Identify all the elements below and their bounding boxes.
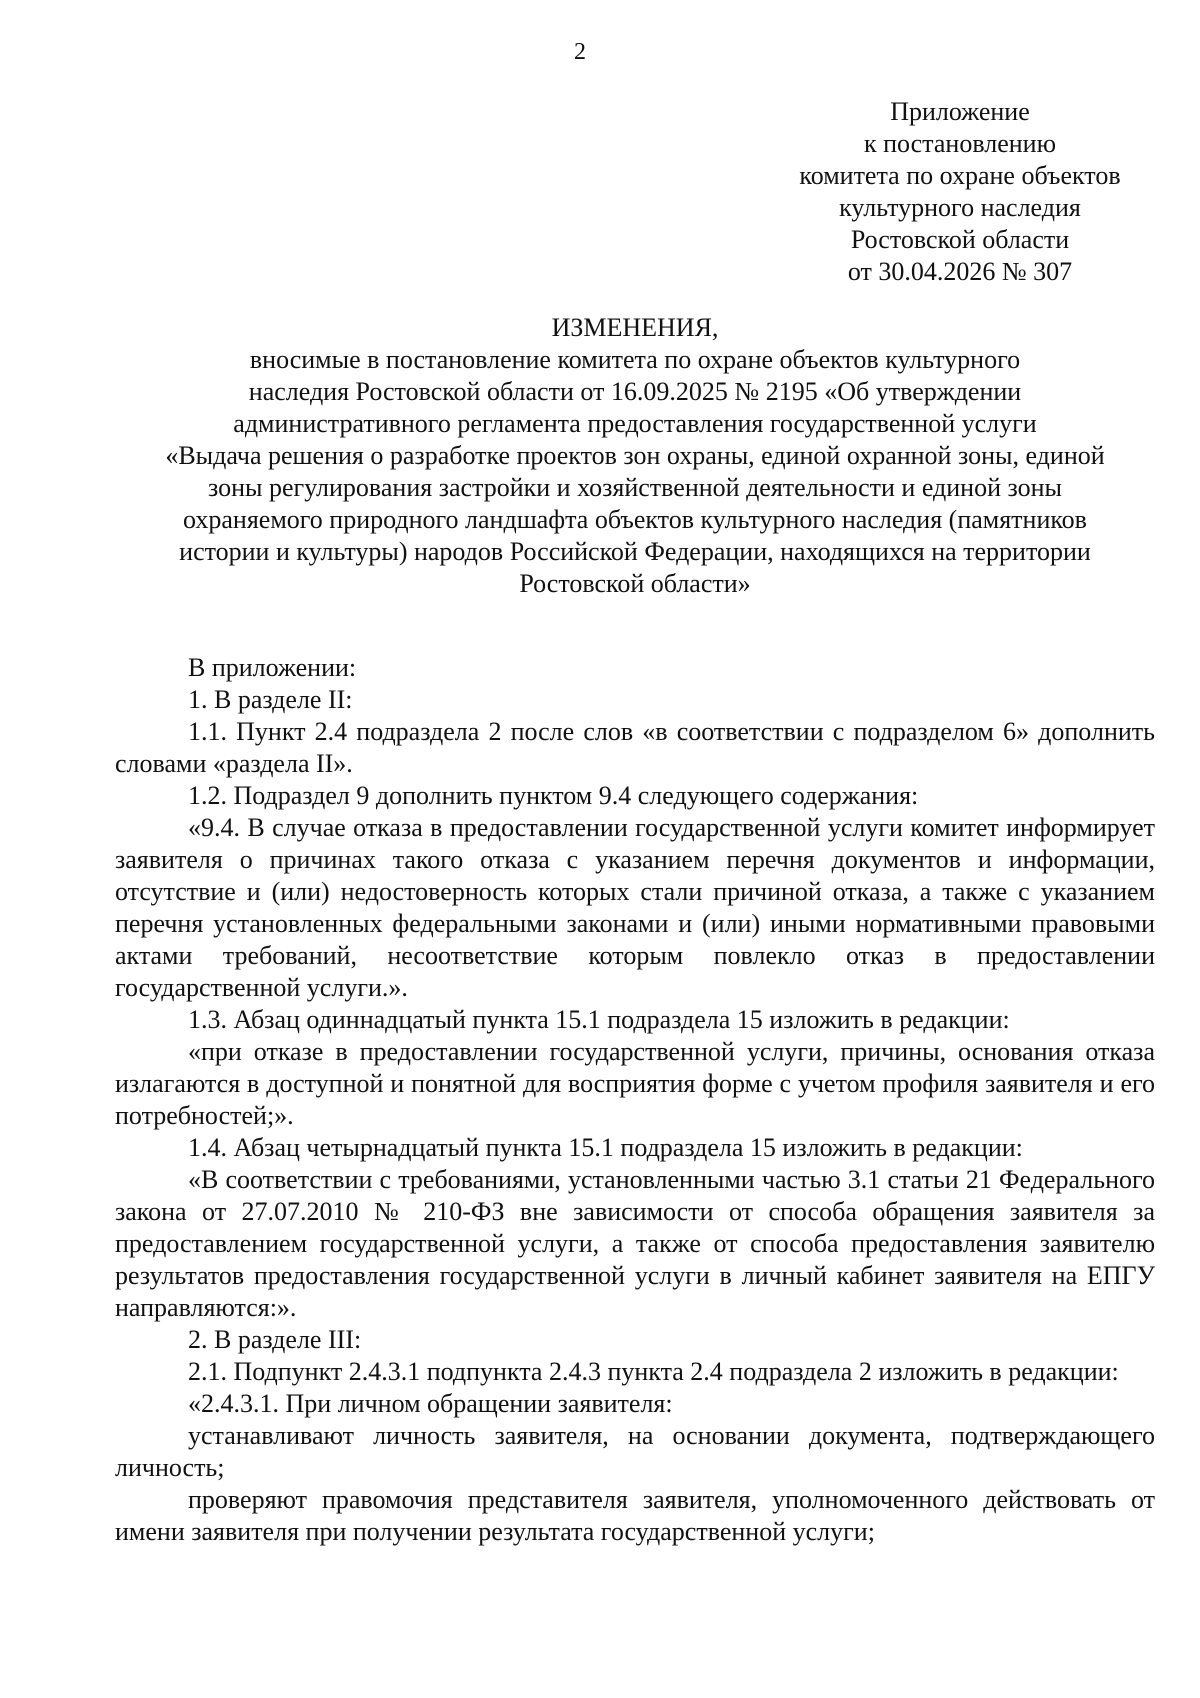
paragraph: 1. В разделе II:	[188, 685, 353, 714]
subtitle-line: охраняемого природного ландшафта объектов культурного наследия (памятников	[183, 505, 1087, 534]
page-number: 2	[574, 39, 586, 65]
appendix-line: Приложение	[890, 97, 1030, 126]
appendix-line: Ростовской области	[850, 225, 1070, 254]
subtitle-line: вносимые в постановление комитета по охране объектов культурного	[249, 345, 1021, 374]
subtitle-line: зоны регулирования застройки и хозяйственной деятельности и единой зоны	[207, 473, 1062, 502]
paragraph: В приложении:	[188, 653, 357, 682]
subtitle-line: наследия Ростовской области от 16.09.2025 № 2195 «Об утверждении	[248, 377, 1022, 406]
paragraph: 2.1. Подпункт 2.4.3.1 подпункта 2.4.3 пункта 2.4 подраздела 2 изложить в редакции:	[188, 1357, 1119, 1386]
paragraph: «при отказе в предоставлении государственной услуги, причины, основания отказа излагаются в доступной и понятной для восприятия форме с учетом профиля заявителя и его потребностей;».	[115, 1037, 1155, 1130]
title-block	[110, 312, 1160, 600]
appendix-line: комитета по охране объектов	[799, 161, 1121, 190]
paragraph: 2. В разделе III:	[188, 1325, 362, 1354]
appendix-line: культурного наследия	[839, 193, 1081, 222]
paragraph: проверяют правомочия представителя заявителя, уполномоченного действовать от имени заявителя при получении результата государственной услуги;	[115, 1485, 1155, 1546]
subtitle-line: «Выдача решения о разработке проектов зон охраны, единой охранной зоны, единой	[165, 441, 1105, 470]
appendix-line: от 30.04.2026 № 307	[847, 257, 1073, 286]
subtitle-line: истории и культуры) народов Российской Федерации, находящихся на территории	[179, 537, 1091, 566]
appendix-line: к постановлению	[863, 129, 1057, 158]
paragraph: 1.4. Абзац четырнадцатый пункта 15.1 подраздела 15 изложить в редакции:	[188, 1133, 1023, 1162]
paragraph: устанавливают личность заявителя, на основании документа, подтверждающего личность;	[115, 1421, 1155, 1482]
paragraph: «2.4.3.1. При личном обращении заявителя:	[188, 1389, 673, 1418]
paragraph: «9.4. В случае отказа в предоставлении государственной услуги комитет информирует заявителя о причинах такого отказа с указанием перечня документов и информации, отсутствие и (или) недостоверность которых стали причиной отказа, а также с указанием перечня установленных федеральными законами и (или) иными нормативными правовыми актами требований, несоответствие которым повлекло отказ в предоставлении государственной услуги.».	[115, 813, 1155, 1002]
document-body	[115, 652, 1155, 1548]
paragraph: 1.2. Подраздел 9 дополнить пунктом 9.4 следующего содержания:	[188, 781, 919, 810]
subtitle-line: административного регламента предоставления государственной услуги	[233, 409, 1037, 438]
paragraph: 1.3. Абзац одиннадцатый пункта 15.1 подраздела 15 изложить в редакции:	[188, 1005, 1010, 1034]
document-title: ИЗМЕНЕНИЯ,	[551, 313, 719, 342]
subtitle-line: Ростовской области»	[519, 569, 751, 598]
paragraph: 1.1. Пункт 2.4 подраздела 2 после слов «в соответствии с подразделом 6» дополнить словами «раздела II».	[115, 717, 1155, 778]
paragraph: «В соответствии с требованиями, установленными частью 3.1 статьи 21 Федерального закона от 27.07.2010 № 210-ФЗ вне зависимости от способа обращения заявителя за предоставлением государственной услуги, а также от способа предоставления заявителю результатов предоставления государственной услуги в личный кабинет заявителя на ЕПГУ направляются:».	[115, 1165, 1155, 1322]
appendix-header	[760, 96, 1160, 288]
